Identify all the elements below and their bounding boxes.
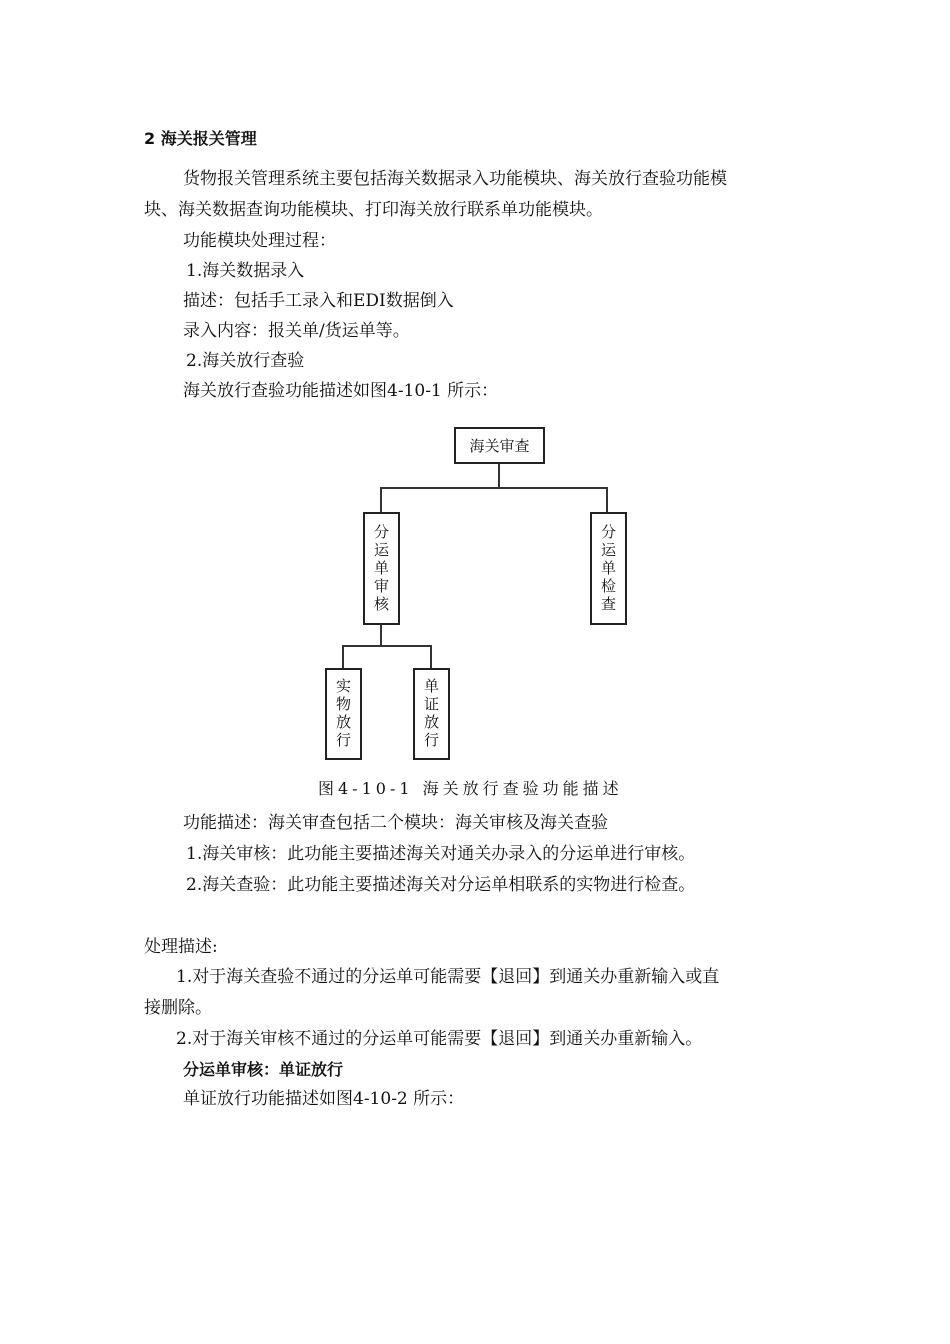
leaf-node	[325, 668, 362, 760]
function-item: 1.海关审核：此功能主要描述海关对通关办录入的分运单进行审核。	[186, 844, 696, 864]
figure-caption: 图4-10-1 海关放行查验功能描述	[318, 779, 623, 798]
connector-line	[380, 487, 382, 513]
root-node-label: 海关审查	[469, 437, 530, 455]
item-title: 2.海关放行查验	[186, 351, 305, 371]
paragraph-line: 货物报关管理系统主要包括海关数据录入功能模块、海关放行查验功能模	[183, 169, 727, 189]
connector-line	[380, 625, 382, 647]
section-title: 2 海关报关管理	[144, 129, 257, 148]
right-node-label: 分运单检查	[599, 523, 617, 614]
leaf-node-label: 实物放行	[334, 678, 352, 750]
connector-line	[498, 464, 500, 488]
left-node-label: 分运单审核	[372, 523, 390, 614]
connector-line	[606, 487, 608, 513]
function-item: 2.海关查验：此功能主要描述海关对分运单相联系的实物进行检查。	[186, 875, 696, 895]
handle-item-line: 1.对于海关查验不通过的分运单可能需要【退回】到通关办重新输入或直	[176, 967, 720, 987]
item-desc: 描述：包括手工录入和EDI数据倒入	[183, 291, 454, 311]
item-title: 1.海关数据录入	[186, 261, 305, 281]
connector-line	[380, 487, 608, 489]
connector-line	[342, 645, 344, 669]
handle-item: 2.对于海关审核不通过的分运单可能需要【退回】到通关办重新输入。	[176, 1029, 703, 1049]
leaf-node	[413, 668, 450, 760]
item-desc: 海关放行查验功能描述如图4-10-1 所示：	[183, 381, 499, 401]
sub-title: 分运单审核：单证放行	[183, 1060, 344, 1079]
connector-line	[342, 645, 432, 647]
right-node	[590, 512, 627, 625]
connector-line	[430, 645, 432, 669]
left-node	[363, 512, 400, 625]
handle-item-line: 接删除。	[144, 998, 212, 1018]
sub-description: 单证放行功能描述如图4-10-2 所示：	[183, 1089, 465, 1109]
leaf-node-label: 单证放行	[422, 678, 440, 750]
root-node	[454, 427, 545, 464]
function-description: 功能描述：海关审查包括二个模块：海关审核及海关查验	[183, 813, 608, 833]
item-content: 录入内容：报关单/货运单等。	[183, 321, 410, 341]
paragraph-line: 块、海关数据查询功能模块、打印海关放行联系单功能模块。	[144, 200, 603, 220]
handle-label: 处理描述:	[144, 937, 218, 957]
process-label: 功能模块处理过程：	[183, 231, 336, 251]
